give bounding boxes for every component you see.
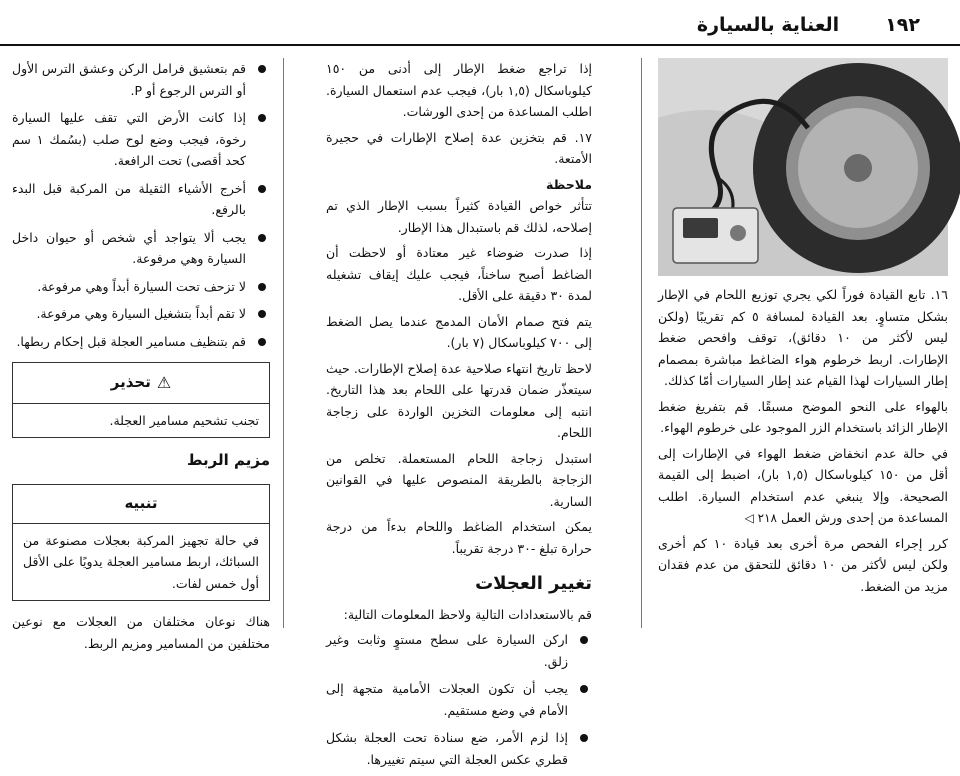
header-rule [0, 44, 960, 46]
subsection-title: مزيم الربط [186, 451, 270, 470]
tyre-compressor-illustration [658, 58, 948, 276]
section-title-wheel-change: تغيير العجلات [475, 573, 592, 594]
note-paragraph-1: تتأثر خواص القيادة كثيراً بسبب الإطار الذي تم إصلاحه، لذلك قم باستبدال هذا الإطار. [326, 198, 592, 235]
section-intro: قم بالاستعدادات التالية ولاحظ المعلومات التالية: [343, 606, 592, 622]
middle-paragraph-2: ١٧. قم بتخزين عدة إصلاح الإطارات في حجيرة الأمتعة. [326, 129, 592, 166]
list-item: يجب أن تكون العجلات الأمامية متجهة إلى الأمام في وضع مستقيم. [326, 678, 592, 721]
note-paragraph-2: إذا صدرت ضوضاء غير معتادة أو لاحظت أن الضاغط أصبح ساخناً، فيجب عليك إيقاف تشغيله لمدة ٣٠ دقيقة على الأقل. [326, 245, 592, 303]
right-paragraph-3-text: في حالة عدم انخفاض ضغط الهواء في الإطارات إلى أقل من ١٥٠ كيلوباسكال (١,٥ بار)، اضبط إلى القيمة الصحيحة. وإلا ينبغي عدم استخدام السيارة. اطلب المساعدة من إحدى ورش العمل [658, 445, 949, 525]
list-item: قم بتعشيق فرامل الركن وعشق الترس الأول أو الترس الرجوع أو P. [12, 58, 270, 101]
middle-paragraph-1: إذا تراجع ضغط الإطار إلى أدنى من ١٥٠ كيلوباسكال (١,٥ بار)، فيجب عدم استعمال السيارة. اطلب المساعدة من إحدى الورشات. [326, 61, 592, 119]
notice-header [13, 485, 269, 524]
list-item: قم بتنظيف مسامير العجلة قبل إحكام ربطها. [12, 331, 270, 353]
note-paragraph-3: يتم فتح صمام الأمان المدمج عندما يصل الضغط إلى ٧٠٠ كيلوباسكال (٧ بار). [326, 313, 592, 350]
note-paragraph-4: لاحظ تاريخ انتهاء صلاحية عدة إصلاح الإطارات. حيث سيتعذّر ضمان قدرتها على اللحام بعد هذا التاريخ. انتبه إلى معلومات التخزين الواردة على زجاجة اللحام. [326, 360, 592, 440]
warning-body: تجنب تشحيم مسامير العجلة. [109, 412, 259, 428]
left-final-paragraph: هناك نوعان مختلفان من العجلات مع نوعين مختلفين من المسامير ومزيم الربط. [12, 614, 270, 651]
page-reference-link[interactable]: ٢١٨ ◁ [744, 511, 777, 525]
preparation-list [326, 629, 592, 770]
list-item: يجب ألا يتواجد أي شخص أو حيوان داخل السيارة وهي مرفوعة. [12, 227, 270, 270]
left-column [12, 58, 270, 658]
right-paragraph-3 [658, 443, 948, 529]
page-header [40, 10, 920, 40]
notice-box [12, 484, 270, 601]
note-label: ملاحظة [546, 176, 592, 192]
right-paragraph-2: بالهواء على النحو الموضح مسبقًا. قم بتفريغ ضغط الإطار الزائد باستخدام الزر الموجود على خرطوم الهواء. [658, 398, 948, 435]
safety-list [12, 58, 270, 352]
middle-column [326, 58, 592, 776]
compressor-photo [658, 58, 948, 276]
warning-header [13, 363, 269, 404]
list-item: إذا لزم الأمر، ضع سنادة تحت العجلة بشكل قطري عكس العجلة التي سيتم تغييرها. [326, 727, 592, 770]
notice-body: في حالة تجهيز المركبة بعجلات مصنوعة من السبائك، اربط مسامير العجلة يدويًا على الأقل أول خمس لفات. [23, 532, 259, 591]
right-paragraph-1: ١٦. تابع القيادة فوراً لكي يجري توزيع اللحام في الإطار بشكل متساوٍ. بعد القيادة لمسافة ٥ كم تقريبًا (ولكن ليس لأكثر من ١٠ دقائق)، توقف وافحص ضغط الإطارات. اربط خرطوم هواء الضاغط مباشرة بمصمام إطار السيارات لهذا القيام عند إطار السيارات أمّا كذلك. [658, 287, 948, 388]
right-paragraph-4: كرر إجراء الفحص مرة أخرى بعد قيادة ١٠ كم أخرى ولكن ليس لأكثر من ١٠ دقائق للتحقق من عدم فقدان مزيد من الضغط. [658, 535, 949, 594]
warning-box [12, 362, 270, 438]
column-divider-right [641, 58, 642, 628]
note-paragraph-5: استبدل زجاجة اللحام المستعملة. تخلص من الزجاجة بالطريقة المنصوص عليها في القوانين السارية. [326, 450, 592, 509]
right-column [658, 58, 948, 601]
column-divider-left [283, 58, 284, 628]
page-title: العناية بالسيارة [696, 14, 840, 36]
note-paragraph-6: يمكن استخدام الضاغط واللحام بدءاً من درجة حرارة تبلغ -٣٠ درجة تقريباً. [326, 519, 592, 556]
page-number: ١٩٢ [885, 14, 920, 36]
list-item: إذا كانت الأرض التي تقف عليها السيارة رخوة، فيجب وضع لوح صلب (بسُمك ١ سم كحد أقصى) تحت الرافعة. [12, 107, 270, 172]
warning-title: تحذير [110, 372, 151, 391]
list-item: لا تزحف تحت السيارة أبداً وهي مرفوعة. [12, 276, 270, 298]
list-item: لا تقم أبداً بتشغيل السيارة وهي مرفوعة. [12, 303, 270, 325]
list-item: أخرج الأشياء الثقيلة من المركبة قبل البدء بالرفع. [12, 178, 270, 221]
list-item: اركن السيارة على سطح مستوٍ وثابت وغير زلق. [326, 629, 592, 672]
notice-title: تنبيه [124, 493, 158, 512]
warning-triangle-icon: ⚠ [156, 373, 172, 392]
